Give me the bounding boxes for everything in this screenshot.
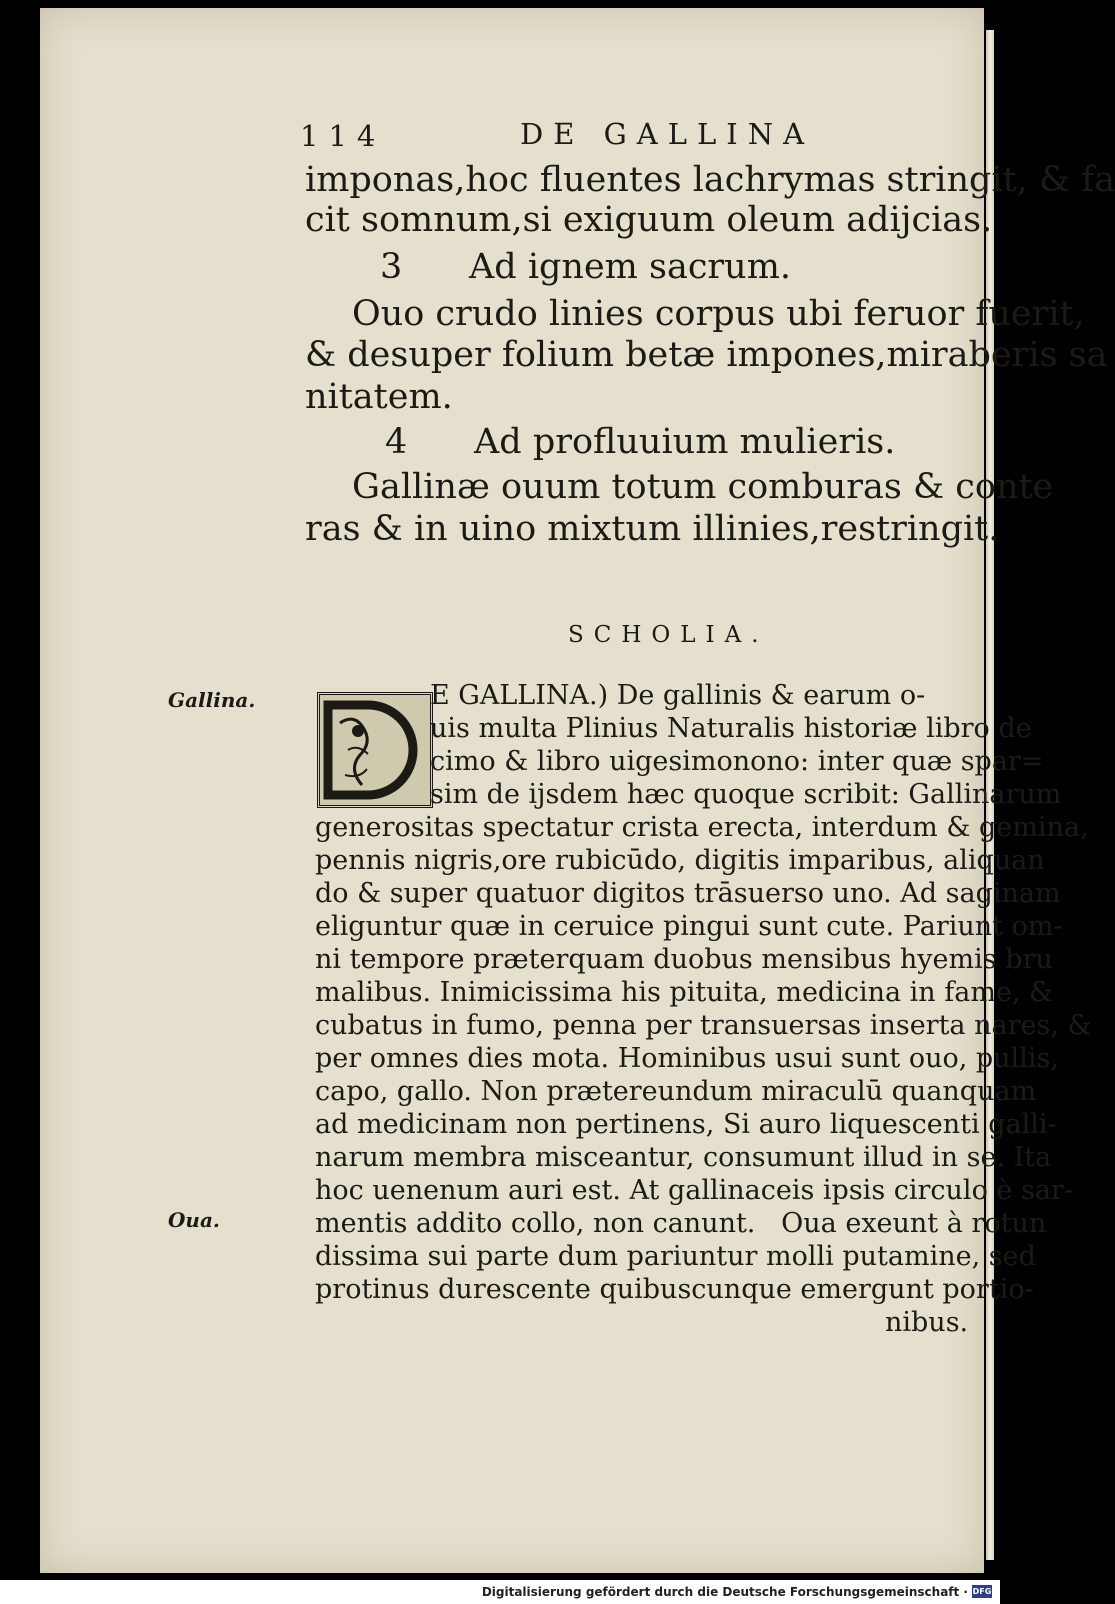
dfg-logo-icon: DFG [972,1587,992,1596]
scholia-line: ni tempore præterquam duobus mensibus hyemis bru [315,944,1053,975]
scholia-line: mentis addito collo, non canunt. Oua exeunt à rotun [315,1208,1047,1239]
scholia-heading: SCHOLIA. [568,622,769,648]
scholia-line: hoc uenenum auri est. At gallinaceis ipsis circulo è sar- [315,1175,1073,1206]
scholia-line: ad medicinam non pertinens, Si auro liquescenti galli- [315,1109,1057,1140]
scholia-line: E GALLINA.) De gallinis & earum o- [430,680,926,711]
recipe-heading-4: 4 Ad profluuium mulieris. [385,422,896,462]
text-line: imponas,hoc fluentes lachrymas stringit, & fa [305,160,1115,200]
digitization-footer [0,1580,1000,1604]
decorated-initial-ornament [320,695,430,805]
scholia-line: generositas spectatur crista erecta, interdum & gemina, [315,812,1089,843]
footer-credit: Digitalisierung gefördert durch die Deutsche Forschungsgemeinschaft · [481,1585,968,1599]
scholia-line: eliguntur quæ in ceruice pingui sunt cute. Pariunt om- [315,911,1063,942]
scholia-line: protinus durescente quibuscunque emergunt portio- [315,1274,1034,1305]
running-title: DE GALLINA [520,117,815,151]
recipe-heading-3: 3 Ad ignem sacrum. [380,247,792,287]
page-number: 114 [300,119,386,153]
marginal-note-gallina: Gallina. [168,688,256,712]
decorated-initial [317,692,433,808]
text-line: Ouo crudo linies corpus ubi feruor fuerit, [352,294,1085,334]
scholia-line: cimo & libro uigesimonono: inter quæ spar= [430,746,1044,777]
text-line: ras & in uino mixtum illinies,restringit. [305,509,1000,549]
scholia-line: sim de ijsdem hæc quoque scribit: Gallinarum [430,779,1062,810]
marginal-note-oua: Oua. [168,1208,220,1232]
text-line: Gallinæ ouum totum comburas & conte [352,467,1054,507]
scholia-line: pennis nigris,ore rubicūdo, digitis imparibus, aliquan [315,845,1045,876]
scholia-line: narum membra misceantur, consumunt illud in se. Ita [315,1142,1052,1173]
scholia-line: do & super quatuor digitos trāsuerso uno. Ad saginam [315,878,1061,909]
scholia-line: nibus. [885,1307,969,1338]
text-line: & desuper folium betæ impones,miraberis sa [305,335,1108,375]
scholia-line: per omnes dies mota. Hominibus usui sunt ouo, pullis, [315,1043,1059,1074]
scholia-line: malibus. Inimicissima his pituita, medicina in fame, & [315,977,1054,1008]
text-line: cit somnum,si exiguum oleum adijcias. [305,200,993,240]
scholia-line: uis multa Plinius Naturalis historiæ libro de [430,713,1032,744]
scholia-line: dissima sui parte dum pariuntur molli putamine, sed [315,1241,1036,1272]
scholia-line: cubatus in fumo, penna per transuersas inserta nares, & [315,1010,1092,1041]
text-line: nitatem. [305,377,453,417]
scholia-line: capo, gallo. Non prætereundum miraculū quanquam [315,1076,1037,1107]
